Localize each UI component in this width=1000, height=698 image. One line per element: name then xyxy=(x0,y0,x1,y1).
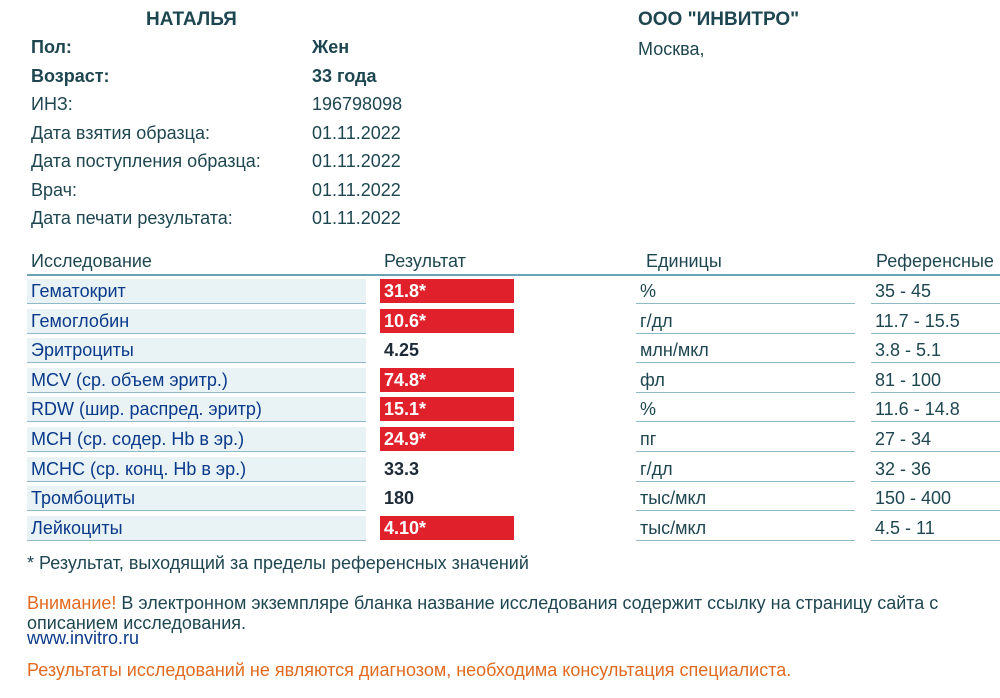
table-row xyxy=(27,484,1000,512)
footnote: * Результат, выходящий за пределы референсных значений xyxy=(27,553,529,573)
test-name: Эритроциты xyxy=(31,340,134,361)
test-name-link[interactable] xyxy=(27,397,366,422)
result-value-flagged: 10.6* xyxy=(380,309,514,333)
reference-range: 3.8 - 5.1 xyxy=(871,338,1000,363)
test-name-link[interactable] xyxy=(27,457,366,482)
result-value: 4.25 xyxy=(384,340,420,361)
attention-text: В электронном экземпляре бланка название исследования содержит ссылку на страницу сайта с описанием исследования. xyxy=(27,593,939,633)
result-unit: г/дл xyxy=(636,309,855,334)
column-header-unit: Единицы xyxy=(646,251,722,271)
test-name: MCHC (ср. конц. Hb в эр.) xyxy=(31,458,247,479)
test-name: MCH (ср. содер. Hb в эр.) xyxy=(31,429,245,449)
patient-info-label: Дата печати результата: xyxy=(31,208,233,228)
patient-info-row xyxy=(31,180,491,209)
lab-city: Москва, xyxy=(638,39,705,59)
test-name-link[interactable] xyxy=(27,486,366,511)
patient-info-row xyxy=(31,151,491,180)
patient-info-value: Жен xyxy=(312,37,350,57)
test-name: Гемоглобин xyxy=(31,310,130,331)
patient-info-value: 01.11.2022 xyxy=(312,151,401,171)
result-unit: % xyxy=(636,397,855,422)
reference-range: 150 - 400 xyxy=(871,486,1000,511)
column-header-reference: Референсные xyxy=(876,251,994,271)
results-table-header xyxy=(27,250,1000,276)
reference-range: 35 - 45 xyxy=(871,279,1000,304)
patient-info-label: Дата поступления образца: xyxy=(31,151,261,171)
lab-name: ООО "ИНВИТРО" xyxy=(638,9,800,30)
test-name-link[interactable] xyxy=(27,338,366,363)
result-value-flagged: 4.10* xyxy=(380,516,514,540)
table-row xyxy=(27,455,1000,483)
result-value-flagged: 15.1* xyxy=(380,397,514,421)
test-name-link[interactable] xyxy=(27,516,366,541)
patient-info-label: Возраст: xyxy=(31,65,110,86)
test-name: RDW (шир. распред. эритр) xyxy=(31,399,262,420)
reference-range: 27 - 34 xyxy=(871,427,1000,452)
patient-info-row xyxy=(31,208,491,237)
table-row xyxy=(27,307,1000,335)
result-value: 33.3 xyxy=(384,458,420,479)
reference-range: 81 - 100 xyxy=(871,368,1000,393)
table-row xyxy=(27,514,1000,542)
result-unit: тыс/мкл xyxy=(636,516,855,541)
test-name: MCV (ср. объем эритр.) xyxy=(31,369,228,390)
reference-range: 32 - 36 xyxy=(871,457,1000,482)
patient-info-value: 01.11.2022 xyxy=(312,179,401,200)
test-name: Тромбоциты xyxy=(31,488,136,509)
test-name: Гематокрит xyxy=(31,281,126,301)
patient-info-row xyxy=(31,37,491,66)
patient-name: НАТАЛЬЯ xyxy=(146,9,237,30)
result-unit: млн/мкл xyxy=(636,338,855,363)
patient-info-row xyxy=(31,123,491,152)
site-link[interactable]: www.invitro.ru xyxy=(27,628,140,648)
reference-range: 11.6 - 14.8 xyxy=(871,397,1000,422)
attention-label: Внимание! xyxy=(27,593,117,613)
patient-info-value: 33 года xyxy=(312,65,377,86)
patient-info-value: 01.11.2022 xyxy=(312,122,401,143)
reference-range: 11.7 - 15.5 xyxy=(871,309,1000,334)
patient-info-label: Пол: xyxy=(31,37,72,57)
test-name: Лейкоциты xyxy=(31,517,123,538)
patient-info-value: 01.11.2022 xyxy=(312,208,401,228)
test-name-link[interactable] xyxy=(27,427,366,452)
result-value-flagged: 24.9* xyxy=(380,427,514,451)
test-name-link[interactable] xyxy=(27,279,366,304)
test-name-link[interactable] xyxy=(27,368,366,393)
patient-info-row xyxy=(31,66,491,95)
result-value-flagged: 74.8* xyxy=(380,368,514,392)
table-row xyxy=(27,395,1000,423)
result-unit: тыс/мкл xyxy=(636,486,855,511)
reference-range: 4.5 - 11 xyxy=(871,516,1000,541)
column-header-test: Исследование xyxy=(31,251,152,271)
attention-notice xyxy=(27,593,1000,633)
result-value: 180 xyxy=(384,488,415,509)
result-value-flagged: 31.8* xyxy=(380,279,514,303)
table-row xyxy=(27,277,1000,305)
disclaimer: Результаты исследований не являются диагнозом, необходима консультация специалиста. xyxy=(27,660,792,680)
result-unit: фл xyxy=(636,368,855,393)
column-header-result: Результат xyxy=(384,251,466,271)
patient-info-label: ИНЗ: xyxy=(31,94,73,114)
patient-info-label: Дата взятия образца: xyxy=(31,122,210,143)
patient-info-value: 196798098 xyxy=(312,94,403,114)
test-name-link[interactable] xyxy=(27,309,366,334)
result-unit: % xyxy=(636,279,855,304)
patient-info-label: Врач: xyxy=(31,179,78,200)
result-unit: пг xyxy=(636,427,855,452)
result-unit: г/дл xyxy=(636,457,855,482)
patient-info-row xyxy=(31,94,491,123)
table-row xyxy=(27,425,1000,453)
table-row xyxy=(27,366,1000,394)
table-row xyxy=(27,336,1000,364)
